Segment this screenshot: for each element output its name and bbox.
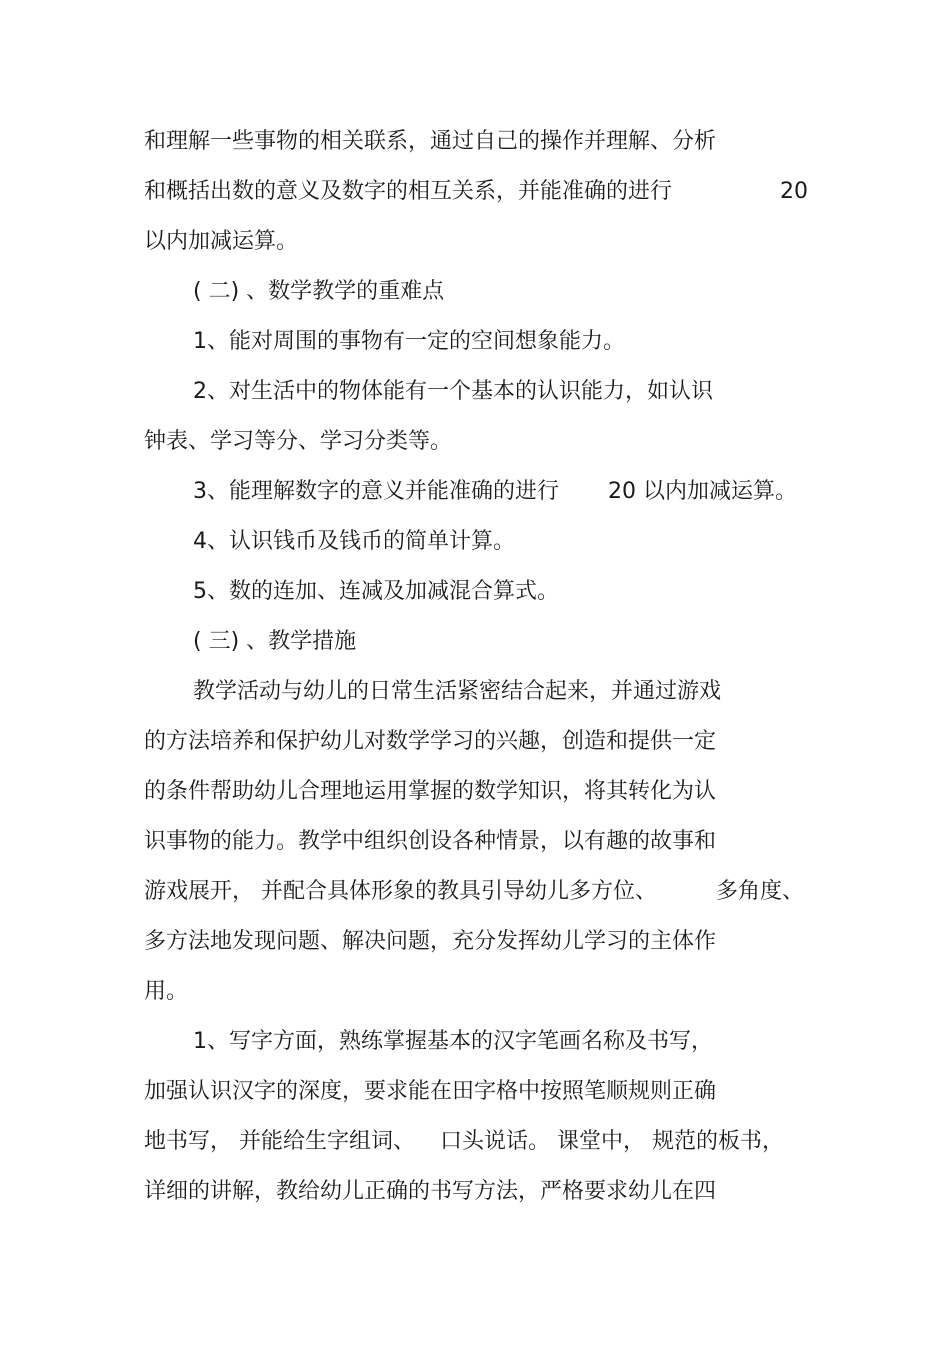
text-segment: 多方法地发现问题、解决问题，充分发挥幼儿学习的主体作 [144, 929, 717, 954]
text-segment: 识事物的能力。教学中组织创设各种情景，以有趣的故事和 [144, 829, 717, 854]
text-segment: 1、写字方面，熟练掌握基本的汉字笔画名称及书写， [193, 1029, 713, 1054]
text-segment: 2、对生活中的物体能有一个基本的认识能力，如认识 [193, 379, 713, 404]
text-segment: 游戏展开， 并配合具体形象的教具引导幼儿多方位、 [144, 879, 657, 904]
text-segment: 4、认识钱币及钱币的简单计算。 [193, 529, 515, 554]
text-segment: 钟表、学习等分、学习分类等。 [144, 429, 453, 454]
text-segment: 教学活动与幼儿的日常生活紧密结合起来，并通过游戏 [193, 679, 722, 704]
text-segment: 的方法培养和保护幼儿对数学学习的兴趣，创造和提供一定 [144, 729, 717, 754]
text-segment: 多角度、 [716, 879, 805, 904]
text-segment: ( 二) 、数学教学的重难点 [193, 279, 445, 304]
text-segment: 的条件帮助幼儿合理地运用掌握的数学知识，将其转化为认 [144, 779, 717, 804]
text-segment: 20 以内加减运算。 [608, 479, 797, 504]
text-segment: 地书写， 并能给生字组词、 [144, 1129, 415, 1154]
text-segment: 和理解一些事物的相关联系，通过自己的操作并理解、分析 [144, 129, 717, 154]
text-segment: 和概括出数的意义及数字的相互关系，并能准确的进行 [144, 179, 673, 204]
text-segment: ( 三) 、教学措施 [193, 629, 357, 654]
text-segment: 20 [780, 179, 808, 204]
text-segment: 1、能对周围的事物有一定的空间想象能力。 [193, 329, 625, 354]
text-segment: 口头说话。 课堂中， 规范的板书， [440, 1129, 784, 1154]
text-segment: 5、数的连加、连减及加减混合算式。 [193, 579, 559, 604]
text-segment: 3、能理解数字的意义并能准确的进行 [193, 479, 559, 504]
text-segment: 以内加减运算。 [144, 229, 299, 254]
text-segment: 用。 [144, 979, 189, 1004]
text-segment: 加强认识汉字的深度，要求能在田字格中按照笔顺规则正确 [144, 1079, 717, 1104]
text-segment: 详细的讲解，教给幼儿正确的书写方法，严格要求幼儿在四 [144, 1179, 717, 1204]
